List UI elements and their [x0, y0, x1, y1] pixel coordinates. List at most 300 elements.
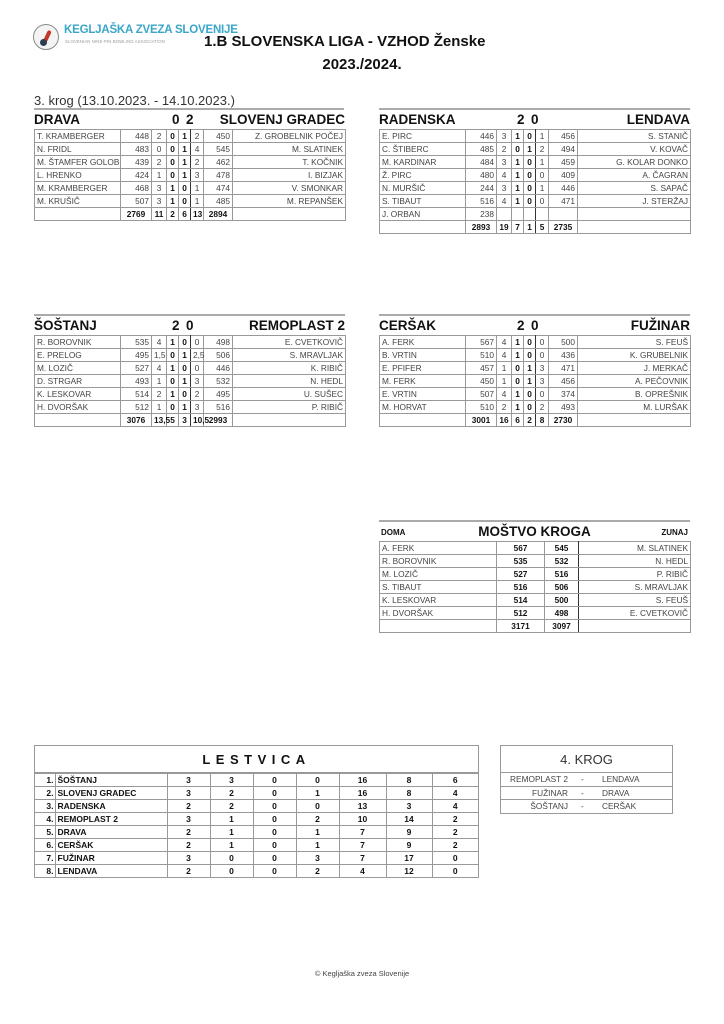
- totals-row: [35, 208, 346, 221]
- away-pins: 545: [545, 542, 579, 555]
- next-round: [500, 745, 673, 814]
- away-point: 0: [524, 349, 536, 362]
- away-score: 0: [531, 112, 539, 127]
- set-points: 16: [339, 787, 386, 800]
- away-player: M. REPANŠEK: [233, 195, 346, 208]
- fixture-home: ŠOŠTANJ: [530, 801, 568, 811]
- away-set-points: 3: [536, 375, 549, 388]
- home-player: M. LOZIČ: [35, 362, 121, 375]
- totals-row: [380, 221, 691, 234]
- away-point: 1: [179, 401, 191, 414]
- away-player: N. HEDL: [579, 555, 691, 568]
- home-set-points: 16: [497, 414, 512, 427]
- away-pins: 446: [549, 182, 578, 195]
- home-set-points: 4: [152, 362, 167, 375]
- away-set-points: 2: [536, 401, 549, 414]
- points: 4: [432, 800, 478, 813]
- home-pins: 527: [497, 568, 545, 581]
- away-pins: 471: [549, 195, 578, 208]
- home-pins: 457: [466, 362, 497, 375]
- away-player: S. FEUŠ: [578, 336, 691, 349]
- away-set-points: 1: [191, 182, 204, 195]
- losses: 0: [296, 774, 339, 787]
- away-player: S. MRAVLJAK: [579, 581, 691, 594]
- table-row: [35, 375, 346, 388]
- season: 2023./2024.: [322, 56, 402, 73]
- match-table: [34, 335, 346, 427]
- away-player: A. PEČOVNIK: [578, 375, 691, 388]
- away-set-points: 2: [536, 143, 549, 156]
- home-point: 1: [512, 156, 524, 169]
- home-player: S. TIBAUT: [380, 195, 466, 208]
- table-row: [380, 388, 691, 401]
- team-name: CERŠAK: [55, 839, 167, 852]
- away-player: [578, 221, 691, 234]
- away-pins: [549, 208, 578, 221]
- home-set-points: 3: [497, 130, 512, 143]
- table-row: [380, 336, 691, 349]
- logo-subtitle: SLOVENIAN NINE-PIN BOWLING ASSOCIATION: [65, 39, 165, 44]
- home-point: 6: [512, 414, 524, 427]
- away-pins: 436: [549, 349, 578, 362]
- away-set-points: 2,5: [191, 349, 204, 362]
- home-pins: 468: [121, 182, 152, 195]
- home-point: 0: [512, 362, 524, 375]
- fixture-away: LENDAVA: [602, 774, 640, 784]
- away-pins: 495: [204, 388, 233, 401]
- home-pins: 510: [466, 349, 497, 362]
- logo-title: KEGLJAŠKA ZVEZA SLOVENIJE: [64, 24, 238, 36]
- association-logo: [33, 24, 238, 54]
- home-point: 0: [167, 349, 179, 362]
- wins: 0: [210, 852, 253, 865]
- standings: [34, 745, 479, 878]
- table-row: [380, 581, 691, 594]
- table-row: [35, 349, 346, 362]
- home-point: 1: [512, 182, 524, 195]
- table-row: [35, 388, 346, 401]
- away-point: 0: [179, 336, 191, 349]
- draws: 0: [253, 800, 296, 813]
- match-drava-slovenj-gradec: [34, 112, 345, 221]
- away-set-points: 2: [191, 130, 204, 143]
- away-point: 6: [179, 208, 191, 221]
- away-pins: 2993: [204, 414, 233, 427]
- wins: 1: [210, 826, 253, 839]
- footer-copyright: © Kegljaška zveza Slovenije: [314, 969, 410, 978]
- away-set-points: 0: [536, 169, 549, 182]
- away-player: M. SLATINEK: [579, 542, 691, 555]
- home-set-points: 3: [497, 182, 512, 195]
- away-point: 1: [524, 375, 536, 388]
- home-player: [380, 620, 497, 633]
- away-score: 2: [186, 112, 194, 127]
- points: 4: [432, 787, 478, 800]
- away-set-points: 3: [191, 375, 204, 388]
- table-row: [380, 607, 691, 620]
- home-pins: 514: [121, 388, 152, 401]
- away-point: 3: [179, 414, 191, 427]
- standings-row: [35, 774, 478, 787]
- away-pins: 532: [204, 375, 233, 388]
- table-row: [380, 594, 691, 607]
- draws: 0: [253, 852, 296, 865]
- fixture-separator: -: [581, 774, 584, 784]
- home-pins: 535: [121, 336, 152, 349]
- away-point: 1: [179, 130, 191, 143]
- table-row: [380, 208, 691, 221]
- home-team: CERŠAK: [379, 318, 437, 333]
- away-point: 0: [524, 156, 536, 169]
- match-cersak-fuzinar: [379, 318, 690, 427]
- home-set-points: 2: [152, 156, 167, 169]
- home-player: N. FRIDL: [35, 143, 121, 156]
- home-pins: 480: [466, 169, 497, 182]
- table-row: [35, 401, 346, 414]
- home-player: E. PRELOG: [35, 349, 121, 362]
- away-set-points: 0: [536, 388, 549, 401]
- against: 9: [386, 839, 432, 852]
- home-team: ŠOŠTANJ: [34, 318, 97, 333]
- home-point: 7: [512, 221, 524, 234]
- home-player: T. KRAMBERGER: [35, 130, 121, 143]
- played: 2: [167, 839, 210, 852]
- away-player: J. STERŽAJ: [578, 195, 691, 208]
- match-table: [34, 129, 346, 221]
- away-point: 1: [524, 143, 536, 156]
- away-team: SLOVENJ GRADEC: [219, 112, 345, 127]
- away-label: ZUNAJ: [661, 528, 688, 537]
- home-set-points: 4: [497, 169, 512, 182]
- away-set-points: 0: [191, 362, 204, 375]
- home-point: 1: [512, 388, 524, 401]
- away-player: S. MRAVLJAK: [233, 349, 346, 362]
- home-point: 0: [167, 143, 179, 156]
- table-row: [380, 362, 691, 375]
- away-point: 0: [179, 362, 191, 375]
- table-row: [380, 156, 691, 169]
- away-point: 0: [524, 182, 536, 195]
- home-point: 1: [167, 195, 179, 208]
- away-player: U. SUŠEC: [233, 388, 346, 401]
- table-row: [35, 156, 346, 169]
- home-pins: 510: [466, 401, 497, 414]
- divider: [379, 314, 690, 316]
- rank: 4.: [35, 813, 55, 826]
- away-set-points: 1: [536, 182, 549, 195]
- fixture-home: REMOPLAST 2: [510, 774, 568, 784]
- home-point: 1: [512, 130, 524, 143]
- home-player: K. LESKOVAR: [35, 388, 121, 401]
- home-set-points: [497, 208, 512, 221]
- away-point: 0: [179, 182, 191, 195]
- points: 2: [432, 826, 478, 839]
- away-player: G. KOLAR DONKO: [578, 156, 691, 169]
- home-player: [380, 414, 466, 427]
- home-set-points: 0: [152, 143, 167, 156]
- fixture-separator: -: [581, 787, 584, 798]
- home-pins: 446: [466, 130, 497, 143]
- draws: 0: [253, 787, 296, 800]
- against: 9: [386, 826, 432, 839]
- losses: 1: [296, 826, 339, 839]
- home-point: 0: [167, 169, 179, 182]
- away-pins: 474: [204, 182, 233, 195]
- standings-row: [35, 839, 478, 852]
- away-point: 1: [179, 375, 191, 388]
- table-row: [35, 362, 346, 375]
- played: 3: [167, 787, 210, 800]
- away-player: S. SAPAČ: [578, 182, 691, 195]
- points: 2: [432, 839, 478, 852]
- home-player: K. LESKOVAR: [380, 594, 497, 607]
- away-set-points: 0: [536, 349, 549, 362]
- home-set-points: 4: [497, 349, 512, 362]
- away-player: [578, 208, 691, 221]
- away-pins: 478: [204, 169, 233, 182]
- losses: 0: [296, 800, 339, 813]
- home-pins: 507: [466, 388, 497, 401]
- home-set-points: 3: [152, 182, 167, 195]
- home-player: J. ORBAN: [380, 208, 466, 221]
- home-point: 1: [512, 169, 524, 182]
- home-player: R. BOROVNIK: [35, 336, 121, 349]
- rank: 2.: [35, 787, 55, 800]
- away-pins: 494: [549, 143, 578, 156]
- home-label: DOMA: [381, 528, 406, 537]
- losses: 1: [296, 787, 339, 800]
- away-point: 0: [524, 336, 536, 349]
- home-player: A. FERK: [380, 336, 466, 349]
- away-player: P. RIBIČ: [579, 568, 691, 581]
- away-set-points: [536, 208, 549, 221]
- home-set-points: 3: [152, 195, 167, 208]
- wins: 2: [210, 787, 253, 800]
- home-player: M. FERK: [380, 375, 466, 388]
- away-pins: 471: [549, 362, 578, 375]
- away-point: 0: [524, 195, 536, 208]
- draws: 0: [253, 826, 296, 839]
- home-set-points: 2: [152, 130, 167, 143]
- home-set-points: 4: [152, 336, 167, 349]
- away-team: REMOPLAST 2: [248, 318, 345, 333]
- home-pins: 450: [466, 375, 497, 388]
- away-point: 1: [179, 156, 191, 169]
- away-point: [524, 208, 536, 221]
- played: 3: [167, 813, 210, 826]
- home-set-points: 1,5: [152, 349, 167, 362]
- away-pins: 446: [204, 362, 233, 375]
- losses: 3: [296, 852, 339, 865]
- home-team: DRAVA: [34, 112, 80, 127]
- home-set-points: 2: [497, 143, 512, 156]
- home-point: 5: [167, 414, 179, 427]
- away-pins: 500: [549, 336, 578, 349]
- home-point: 0: [167, 130, 179, 143]
- home-pins: 512: [497, 607, 545, 620]
- team-name: ŠOŠTANJ: [55, 774, 167, 787]
- set-points: 16: [339, 774, 386, 787]
- away-pins: 545: [204, 143, 233, 156]
- away-point: 2: [524, 414, 536, 427]
- home-pins: 514: [497, 594, 545, 607]
- away-set-points: 0: [536, 336, 549, 349]
- home-pins: 512: [121, 401, 152, 414]
- wins: 2: [210, 800, 253, 813]
- team-of-round: [379, 524, 690, 633]
- away-set-points: 1: [536, 130, 549, 143]
- fixture-home: FUŽINAR: [532, 787, 568, 798]
- home-player: N. MURŠIČ: [380, 182, 466, 195]
- home-pins: 483: [121, 143, 152, 156]
- home-point: 1: [167, 182, 179, 195]
- standings-table: [35, 773, 478, 877]
- away-pins: 485: [204, 195, 233, 208]
- home-score: 2: [517, 112, 525, 127]
- home-point: 1: [512, 195, 524, 208]
- home-player: B. VRTIN: [380, 349, 466, 362]
- away-pins: 506: [545, 581, 579, 594]
- away-pins: 516: [204, 401, 233, 414]
- home-set-points: 4: [497, 195, 512, 208]
- home-pins: 2893: [466, 221, 497, 234]
- next-round-title: 4. KROG: [501, 746, 672, 773]
- draws: 0: [253, 774, 296, 787]
- away-player: [579, 620, 691, 633]
- against: 14: [386, 813, 432, 826]
- home-set-points: 13,5: [152, 414, 167, 427]
- table-row: [35, 336, 346, 349]
- table-row: [35, 169, 346, 182]
- home-pins: 439: [121, 156, 152, 169]
- away-pins: 2730: [549, 414, 578, 427]
- away-pins: 498: [204, 336, 233, 349]
- home-player: [380, 221, 466, 234]
- away-point: 1: [179, 349, 191, 362]
- away-pins: 500: [545, 594, 579, 607]
- home-player: A. FERK: [380, 542, 497, 555]
- away-player: S. FEUŠ: [579, 594, 691, 607]
- away-point: 0: [524, 388, 536, 401]
- divider: [34, 108, 344, 110]
- home-point: 1: [167, 388, 179, 401]
- away-pins: 493: [549, 401, 578, 414]
- away-point: 0: [179, 388, 191, 401]
- home-player: E. PIRC: [380, 130, 466, 143]
- home-point: 0: [167, 401, 179, 414]
- away-player: K. GRUBELNIK: [578, 349, 691, 362]
- away-player: [233, 208, 346, 221]
- home-team: RADENSKA: [379, 112, 456, 127]
- home-player: M. HORVAT: [380, 401, 466, 414]
- table-row: [380, 195, 691, 208]
- home-player: M. KARDINAR: [380, 156, 466, 169]
- fixture: [501, 773, 672, 787]
- against: 8: [386, 787, 432, 800]
- home-player: M. KRUŠIČ: [35, 195, 121, 208]
- played: 3: [167, 852, 210, 865]
- home-pins: 448: [121, 130, 152, 143]
- rank: 7.: [35, 852, 55, 865]
- match-table: [379, 129, 691, 234]
- set-points: 7: [339, 852, 386, 865]
- home-set-points: 1: [152, 375, 167, 388]
- home-set-points: 4: [497, 336, 512, 349]
- points: 6: [432, 774, 478, 787]
- away-pins: 459: [549, 156, 578, 169]
- totals-row: [380, 620, 691, 633]
- home-pins: 567: [466, 336, 497, 349]
- home-pins: 424: [121, 169, 152, 182]
- match-table: [379, 335, 691, 427]
- fixture-away: CERŠAK: [602, 801, 637, 811]
- home-set-points: 3: [497, 156, 512, 169]
- away-team: LENDAVA: [626, 112, 690, 127]
- logo-emblem-icon: [33, 24, 59, 50]
- away-set-points: 1: [191, 195, 204, 208]
- losses: 2: [296, 813, 339, 826]
- played: 2: [167, 826, 210, 839]
- set-points: 7: [339, 839, 386, 852]
- set-points: 13: [339, 800, 386, 813]
- home-point: 1: [512, 401, 524, 414]
- away-player: T. KOČNIK: [233, 156, 346, 169]
- home-set-points: 1: [152, 401, 167, 414]
- away-pins: 2735: [549, 221, 578, 234]
- home-point: 0: [512, 143, 524, 156]
- away-pins: 532: [545, 555, 579, 568]
- team-name: REMOPLAST 2: [55, 813, 167, 826]
- home-player: E. VRTIN: [380, 388, 466, 401]
- away-set-points: 4: [191, 143, 204, 156]
- against: 3: [386, 800, 432, 813]
- set-points: 7: [339, 826, 386, 839]
- away-set-points: 13: [191, 208, 204, 221]
- table-row: [35, 130, 346, 143]
- away-pins: 2894: [204, 208, 233, 221]
- home-player: S. TIBAUT: [380, 581, 497, 594]
- home-pins: 485: [466, 143, 497, 156]
- away-pins: 374: [549, 388, 578, 401]
- home-point: 1: [167, 362, 179, 375]
- team-name: SLOVENJ GRADEC: [55, 787, 167, 800]
- away-set-points: 2: [191, 156, 204, 169]
- away-team: FUŽINAR: [630, 318, 690, 333]
- away-player: M. LURŠAK: [578, 401, 691, 414]
- wins: 1: [210, 813, 253, 826]
- away-point: 1: [179, 143, 191, 156]
- away-pins: 3097: [545, 620, 579, 633]
- against: 17: [386, 852, 432, 865]
- home-player: M. KRAMBERGER: [35, 182, 121, 195]
- standings-row: [35, 826, 478, 839]
- home-player: M. ŠTAMFER GOLOB: [35, 156, 121, 169]
- team-of-round-table: [379, 541, 691, 633]
- table-row: [35, 195, 346, 208]
- away-set-points: 5: [536, 221, 549, 234]
- away-point: 1: [524, 221, 536, 234]
- home-pins: 535: [497, 555, 545, 568]
- away-player: A. ČAGRAN: [578, 169, 691, 182]
- table-row: [380, 130, 691, 143]
- home-player: M. LOZIČ: [380, 568, 497, 581]
- away-pins: 498: [545, 607, 579, 620]
- played: 3: [167, 774, 210, 787]
- home-pins: 516: [466, 195, 497, 208]
- round-label: 3. krog (13.10.2023. - 14.10.2023.): [34, 93, 235, 108]
- home-player: D. STRGAR: [35, 375, 121, 388]
- page-title: 1.B SLOVENSKA LIGA - VZHOD Ženske: [204, 33, 486, 50]
